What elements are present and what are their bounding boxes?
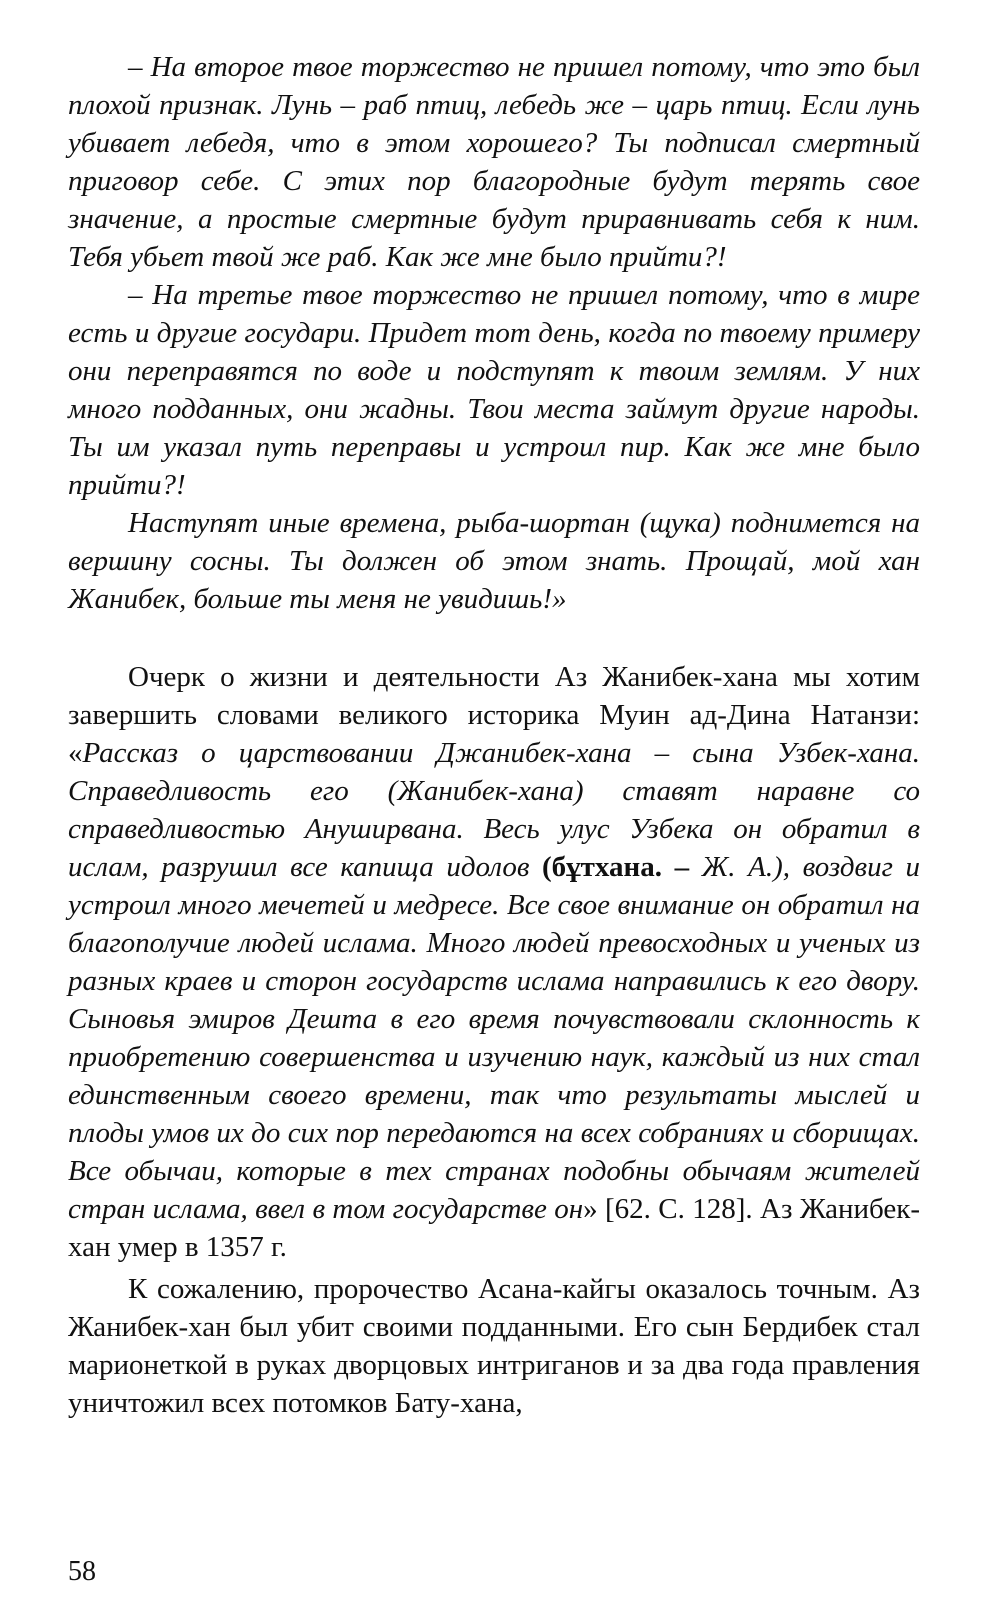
- page-number: 58: [68, 1556, 96, 1587]
- main-paragraph-2: К сожалению, пророчество Асана-кайгы оказалось точным. Аз Жанибек-хан был убит своими подданными. Его сын Бердибек стал марионеткой в руках дворцовых интриганов и за два года правления уничтожил всех потомков Бату-хана,: [68, 1273, 920, 1419]
- natanzi-quote-part-b: Ж. А.), воздвиг и устроил много мечетей и медресе. Все свое внимание он обратил на благополучие людей ислама. Много людей превосходных и ученых из разных краев и сторон государств ислама направились к его двору. Сыновья эмиров Дешта в его время почувствовали склонность к приобретению совершенства и изучению наук, каждый из них стал единственным своего времени, так что результаты мыслей и плоды умов их до сих пор передаются на всех собраниях и сборищах. Все обычаи, которые в тех странах подобны обычаям жителей стран ислама, ввел в том государстве он: [68, 851, 920, 1225]
- paragraph-lead: Очерк о жизни и деятельности Аз Жанибек-хана мы хотим завершить словами великого историка Муин ад-Дина Натанзи: «: [68, 661, 920, 769]
- quote-paragraph-3: Наступят иные времена, рыба-шортан (щука) поднимется на вершину сосны. Ты должен об этом знать. Прощай, мой хан Жанибек, больше ты меня не увидишь!»: [68, 507, 920, 615]
- quote-paragraph-2: – На третье твое торжество не пришел потому, что в мире есть и другие государи. Придет тот день, когда по твоему примеру они переправятся по воде и подступят к твоим землям. У них много подданных, они жадны. Твои места займут другие народы. Ты им указал путь переправы и устроил пир. Как же мне было прийти?!: [68, 279, 920, 501]
- book-page: [68, 48, 920, 1422]
- main-text: [68, 658, 920, 1422]
- quote-paragraph-1: – На второе твое торжество не пришел потому, что это был плохой признак. Лунь – раб птиц, лебедь же – царь птиц. Если лунь убивает лебедя, что в этом хорошего? Ты подписал смертный приговор себе. С этих пор благородные будут терять свое значение, а простые смертные будут приравнивать себя к ним. Тебя убьет твой же раб. Как же мне было прийти?!: [68, 51, 920, 273]
- main-paragraph-1: [68, 658, 920, 1266]
- quoted-dialogue: [68, 48, 920, 618]
- natanzi-quote-part-a: Рассказ о царствовании Джанибек-хана – сына Узбек-хана. Справедливость его (Жанибек-хана) ставят наравне со справедливостью Ануширвана. Весь улус Узбека он обратил в ислам, разрушил все капища идолов: [68, 737, 920, 883]
- bold-term: (бұтхана. –: [542, 851, 690, 883]
- citation-tail: » [62. С. 128]. Аз Жанибек-хан умер в 1357 г.: [68, 1193, 920, 1263]
